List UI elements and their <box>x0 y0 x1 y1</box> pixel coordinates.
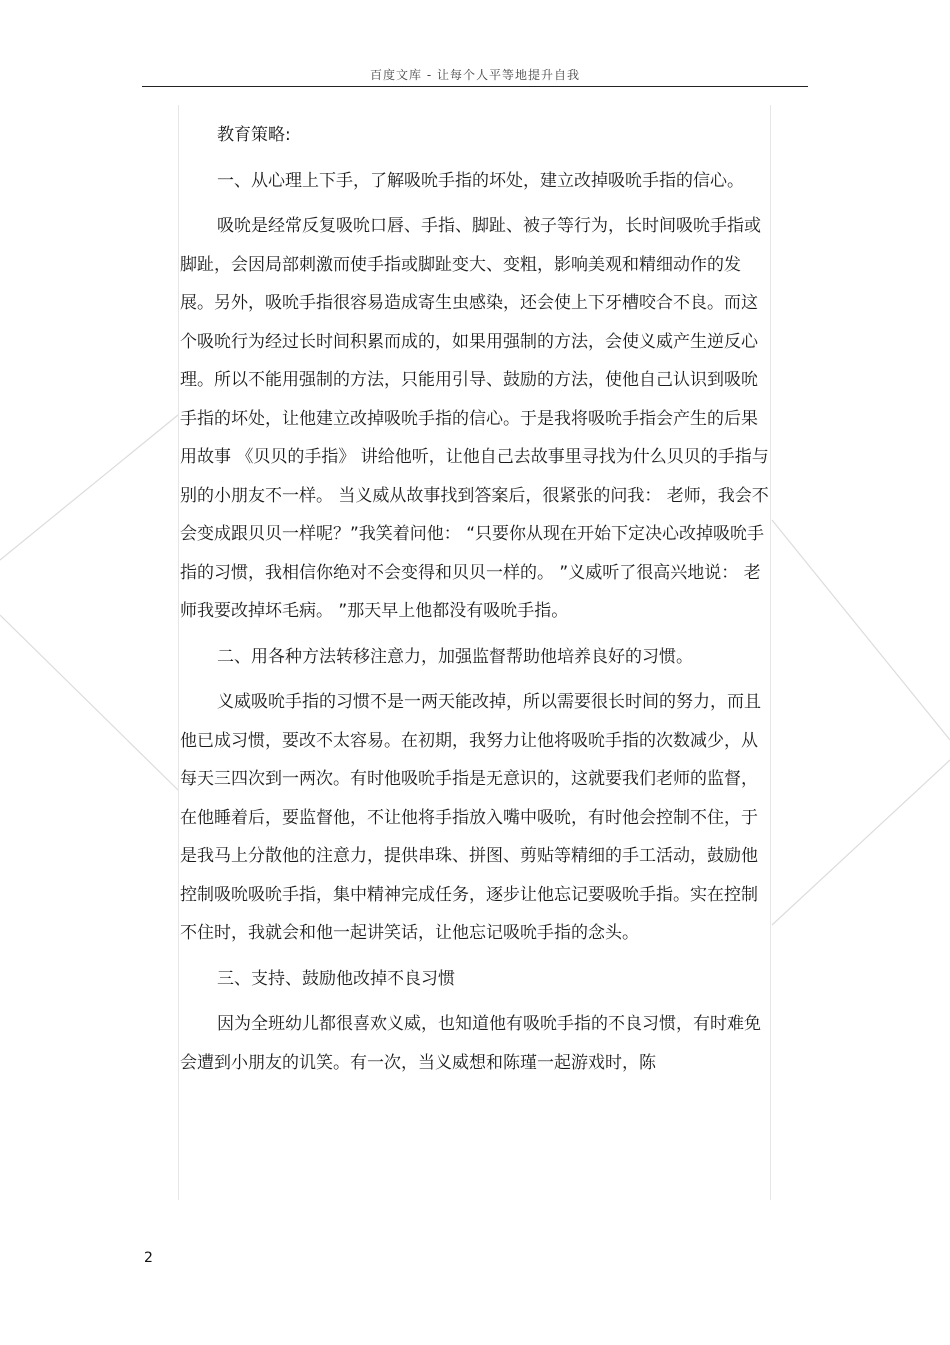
text-frame-right <box>770 105 771 1200</box>
page-header: 百度文库 - 让每个人平等地提升自我 <box>370 68 580 82</box>
page-number: 2 <box>144 1250 153 1266</box>
paragraph-6: 因为全班幼儿都很喜欢义威，也知道他有吸吮手指的不良习惯，有时难免会遭到小朋友的讥笑。有一次，当义威想和陈瑾一起游戏时，陈 <box>180 1014 761 1073</box>
paragraph-1: 一、从心理上下手，了解吸吮手指的坏处，建立改掉吸吮手指的信心。 <box>217 170 744 191</box>
paragraph-5: 三、支持、鼓励他改掉不良习惯 <box>217 968 455 989</box>
text-frame-left <box>178 105 179 1200</box>
heading-strategy: 教育策略: <box>217 125 291 145</box>
paragraph-2: 吸吮是经常反复吸吮口唇、手指、脚趾、被子等行为，长时间吸吮手指或脚趾，会因局部刺激而使手指或脚趾变大、变粗，影响美观和精细动作的发展。另外，吸吮手指很容易造成寄生虫感染，还会使上下牙槽咬合不良。而这个吸吮行为经过长时间积累而成的，如果用强制的方法，会使义威产生逆反心理。所以不能用强制的方法，只能用引导、鼓励的方法，使他自己认识到吸吮手指的坏处，让他建立改掉吸吮手指的信心。于是我将吸吮手指会产生的后果用故事 《贝贝的手指》 讲给他听，让他自己去故事里寻找为什么贝贝的手指与别的小朋友不一样。 当义威从故事找到答案后，很紧张的问我： 老师，我会不会变成跟贝贝一样呢？”我笑着问他： “只要你从现在开始下定决心改掉吸吮手指的习惯，我相信你绝对不会变得和贝贝一样的。 ”义威听了很高兴地说： 老师我要改掉坏毛病。 ”那天早上他都没有吸吮手指。 <box>180 216 769 621</box>
paragraph-4: 义威吸吮手指的习惯不是一两天能改掉，所以需要很长时间的努力，而且他已成习惯，要改不太容易。在初期，我努力让他将吸吮手指的次数减少，从每天三四次到一两次。有时他吸吮手指是无意识的，这就要我们老师的监督，在他睡着后，要监督他，不让他将手指放入嘴中吸吮，有时他会控制不住，于是我马上分散他的注意力，提供串珠、拼图、剪贴等精细的手工活动，鼓励他控制吸吮吸吮手指，集中精神完成任务，逐步让他忘记要吸吮手指。实在控制不住时，我就会和他一起讲笑话，让他忘记吸吮手指的念头。 <box>180 692 761 943</box>
paragraph-3: 二、用各种方法转移注意力，加强监督帮助他培养良好的习惯。 <box>217 646 693 667</box>
document-body <box>180 116 770 1089</box>
header-rule <box>142 86 808 87</box>
